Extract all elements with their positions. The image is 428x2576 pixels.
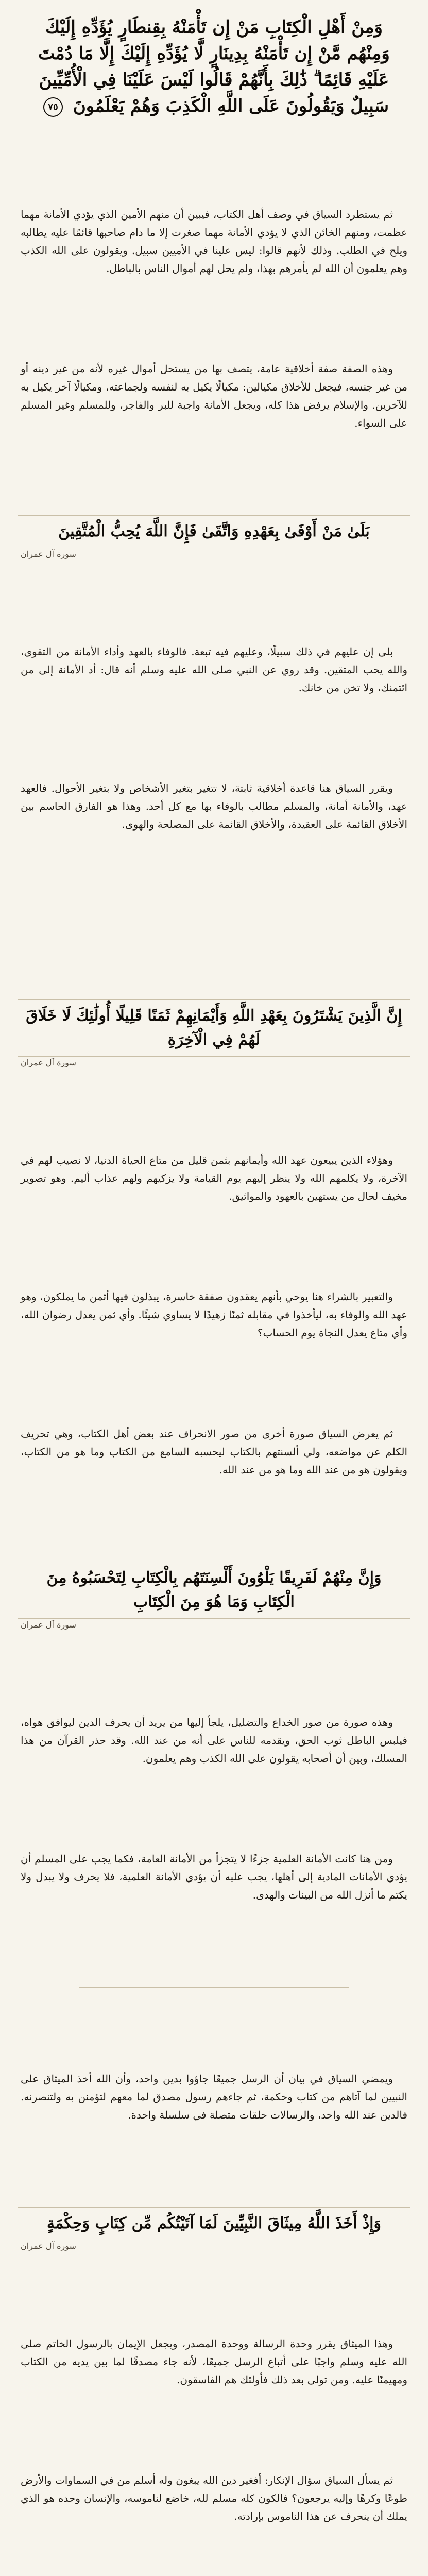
verse-reference: سورة آل عمران: [21, 1058, 76, 1068]
verse-quote-block: [18, 1562, 410, 1631]
commentary-paragraph: ومن هنا كانت الأمانة العلمية جزءًا لا يتجزأ من الأمانة العامة، فكما يجب على المسلم أن يؤدي الأمانات المادية إلى أهلها، يجب عليه أن يؤدي الأمانة العلمية، فلا يحرف ولا يبدل ولا يكتم ما أنزل الله من البينات والهدى.: [21, 1853, 407, 1902]
section-divider: [79, 1987, 349, 1988]
commentary-paragraph: والتعبير بالشراء هنا يوحي بأنهم يعقدون صفقة خاسرة، يبذلون فيها أثمن ما يملكون، وهو عهد الله والوفاء به، ليأخذوا في مقابله ثمنًا زهيدًا لا يساوي شيئًا. وأي ثمن يعدل رضوان الله، وأي متاع يعدل النجاة يوم الحساب؟: [21, 1291, 407, 1340]
verse-quote-block: [18, 999, 410, 1069]
verse-quote: بَلَىٰ مَنْ أَوْفَىٰ بِعَهْدِهِ وَاتَّقَىٰ فَإِنَّ اللَّهَ يُحِبُّ الْمُتَّقِينَ: [18, 515, 410, 549]
verse-quote-block: [18, 515, 410, 561]
commentary-paragraph: وهذه صورة من صور الخداع والتضليل، يلجأ إليها من يريد أن يحرف الدين ليوافق هواه، فيلبس الباطل ثوب الحق، ويقدمه للناس على أنه من عند الله. وقد حذر القرآن من هذا المسلك، وبين أن أصحابه يقولون على الله الكذب وهم يعلمون.: [21, 1716, 407, 1765]
header-verse-text: وَمِنْ أَهْلِ الْكِتَابِ مَنْ إِن تَأْمَنْهُ بِقِنطَارٍ يُؤَدِّهِ إِلَيْكَ وَمِنْهُم مَّنْ إِن تَأْمَنْهُ بِدِينَارٍ لَّا يُؤَدِّهِ إِلَيْكَ إِلَّا مَا دُمْتَ عَلَيْهِ قَائِمًا ۗ ذَٰلِكَ بِأَنَّهُمْ قَالُوا لَيْسَ عَلَيْنَا فِي الْأُمِّيِّينَ سَبِيلٌ وَيَقُولُونَ عَلَى اللَّهِ الْكَذِبَ وَهُمْ يَعْلَمُونَ: [38, 17, 390, 116]
commentary-paragraph: بلى إن عليهم في ذلك سبيلًا، وعليهم فيه تبعة. فالوفاء بالعهد وأداء الأمانة من التقوى، والله يحب المتقين. وقد روي عن النبي صلى الله عليه وسلم أنه قال: أد الأمانة إلى من ائتمنك، ولا تخن من خانك.: [21, 645, 407, 694]
commentary-paragraph: ثم يستطرد السياق في وصف أهل الكتاب، فيبين أن منهم الأمين الذي يؤدي الأمانة مهما عظمت، ومنهم الخائن الذي لا يؤدي الأمانة مهما صغرت إلا ما دام صاحبها قائمًا عليه يطالبه ويلح في الطلب. وذلك لأنهم قالوا: ليس علينا في الأميين سبيل. ويقولون على الله الكذب وهم يعلمون أن الله لم يأمرهم بهذا، ولم يحل لهم أموال الناس بالباطل.: [21, 208, 407, 275]
commentary-paragraph: وهؤلاء الذين يبيعون عهد الله وأيمانهم بثمن قليل من متاع الحياة الدنيا، لا نصيب لهم في الآخرة، ولا يكلمهم الله ولا ينظر إليهم يوم القيامة ولا يزكيهم ولهم عذاب أليم. وهو تصوير مخيف لحال من يستهين بالعهود والمواثيق.: [21, 1154, 407, 1202]
commentary-paragraph: وهذه الصفة صفة أخلاقية عامة، يتصف بها من يستحل أموال غيره لأنه من غير دينه أو من غير جنسه، فيجعل للأخلاق مكيالين: مكيالًا يكيل به لنفسه ولجماعته، ومكيالًا آخر يكيل به للآخرين. والإسلام يرفض هذا كله، ويجعل الأمانة واجبة للبر والفاجر، وللمسلم وغير المسلم على السواء.: [21, 363, 407, 430]
verse-reference: سورة آل عمران: [21, 549, 76, 560]
commentary-paragraph: ويقرر السياق هنا قاعدة أخلاقية ثابتة، لا تتغير بتغير الأشخاص ولا بتغير الأحوال. فالعهد عهد، والأمانة أمانة، والمسلم مطالب بالوفاء بها مع كل أحد. وهذا هو الفارق الحاسم بين الأخلاق القائمة على العقيدة، والأخلاق القائمة على المصلحة والهوى.: [21, 782, 407, 831]
verse-quote: وَإِنَّ مِنْهُمْ لَفَرِيقًا يَلْوُونَ أَلْسِنَتَهُم بِالْكِتَابِ لِتَحْسَبُوهُ مِنَ الْكِتَابِ وَمَا هُوَ مِنَ الْكِتَابِ: [18, 1562, 410, 1619]
verse-quote: إِنَّ الَّذِينَ يَشْتَرُونَ بِعَهْدِ اللَّهِ وَأَيْمَانِهِمْ ثَمَنًا قَلِيلًا أُولَٰئِكَ لَا خَلَاقَ لَهُمْ فِي الْآخِرَةِ: [18, 999, 410, 1057]
commentary-paragraph: ويمضي السياق في بيان أن الرسل جميعًا جاؤوا بدين واحد، وأن الله أخذ الميثاق على النبيين لما آتاهم من كتاب وحكمة، ثم جاءهم رسول مصدق لما معهم لتؤمنن به ولتنصرنه. فالدين عند الله واحد، والرسالات حلقات متصلة في سلسلة واحدة.: [21, 2073, 407, 2122]
verse-quote-block: [18, 2207, 410, 2252]
verse-number-marker: ٧٥: [43, 97, 63, 117]
header-verse: [18, 11, 410, 123]
verse-quote: وَإِذْ أَخَذَ اللَّهُ مِيثَاقَ النَّبِيِّينَ لَمَا آتَيْتُكُم مِّن كِتَابٍ وَحِكْمَةٍ: [18, 2207, 410, 2241]
commentary-paragraph: وهذا الميثاق يقرر وحدة الرسالة ووحدة المصدر، ويجعل الإيمان بالرسول الخاتم صلى الله عليه وسلم واجبًا على أتباع الرسل جميعًا، لأنه جاء مصدقًا لما بين يديه من الكتاب ومهيمنًا عليه. ومن تولى بعد ذلك فأولئك هم الفاسقون.: [21, 2337, 407, 2386]
commentary-paragraph: ثم يسأل السياق سؤال الإنكار: أفغير دين الله يبغون وله أسلم من في السماوات والأرض طوعًا وكرهًا وإليه يرجعون؟ فالكون كله مسلم لله، خاضع لناموسه، والإنسان وحده هو الذي يملك أن ينحرف عن هذا الناموس بإرادته.: [21, 2474, 407, 2523]
verse-reference: سورة آل عمران: [21, 2241, 76, 2251]
commentary-paragraph: ثم يعرض السياق صورة أخرى من صور الانحراف عند بعض أهل الكتاب، وهي تحريف الكلم عن مواضعه، ولي ألسنتهم بالكتاب ليحسبه السامع من الكتاب وما هو من الكتاب، ويقولون هو من عند الله وما هو من عند الله.: [21, 1427, 407, 1476]
verse-reference: سورة آل عمران: [21, 1620, 76, 1630]
